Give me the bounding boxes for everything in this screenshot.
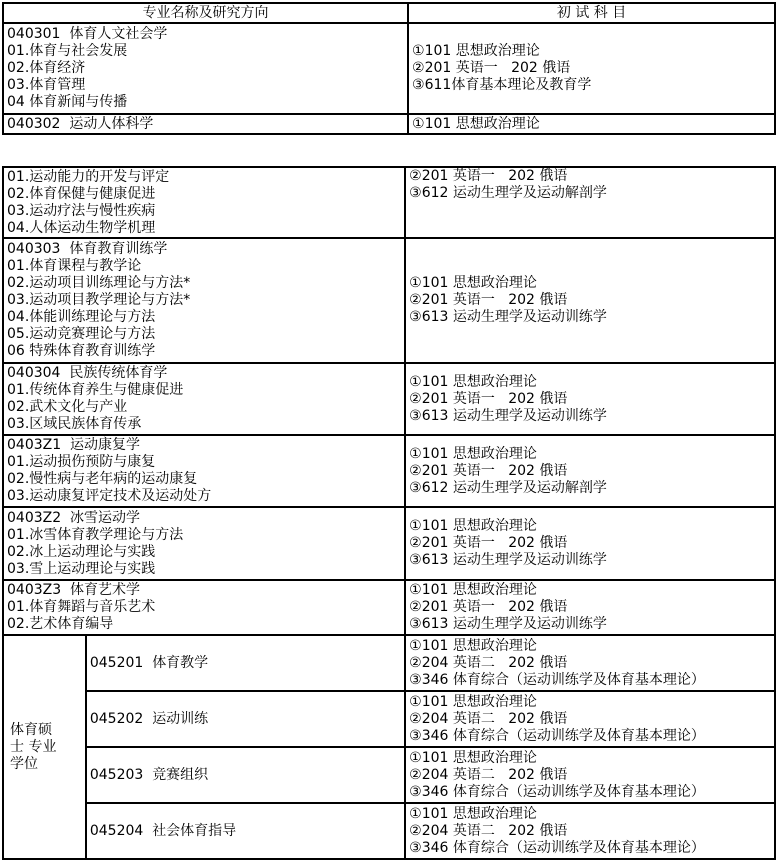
major-cell: 045203 竞赛组织 xyxy=(86,747,405,803)
major-cell: 040302 运动人体科学 xyxy=(3,114,408,134)
subjects-cell: ①101 思想政治理论 ②201 英语一 202 俄语 ③613 运动生理学及运动训练学 xyxy=(405,507,775,580)
subjects-cell: ①101 思想政治理论 xyxy=(408,114,775,134)
subjects-cell: ①101 思想政治理论 ②204 英语二 202 俄语 ③346 体育综合（运动训练学及体育基本理论） xyxy=(405,747,775,803)
subjects-cell: ①101 思想政治理论 ②204 英语二 202 俄语 ③346 体育综合（运动训练学及体育基本理论） xyxy=(405,691,775,747)
exam-table-bottom xyxy=(2,166,776,860)
table-row xyxy=(3,23,775,114)
subjects-cell: ②201 英语一 202 俄语 ③612 运动生理学及运动解剖学 xyxy=(405,167,775,238)
major-cell: 045201 体育教学 xyxy=(86,635,405,691)
table-row xyxy=(3,167,775,238)
table-row xyxy=(3,580,775,635)
header-major: 专业名称及研究方向 xyxy=(3,3,408,23)
table-row xyxy=(3,238,775,363)
header-subjects: 初 试 科 目 xyxy=(408,3,775,23)
subjects-cell: ①101 思想政治理论 ②204 英语二 202 俄语 ③346 体育综合（运动训练学及体育基本理论） xyxy=(405,635,775,691)
major-cell: 040301 体育人文社会学 01.体育与社会发展 02.体育经济 03.体育管理 04 体育新闻与传播 xyxy=(3,23,408,114)
subjects-cell: ①101 思想政治理论 ②201 英语一 202 俄语 ③613 运动生理学及运动训练学 xyxy=(405,580,775,635)
table-row xyxy=(3,691,775,747)
exam-table-top xyxy=(2,2,776,135)
major-cell: 0403Z3 体育艺术学 01.体育舞蹈与音乐艺术 02.艺术体育编导 xyxy=(3,580,405,635)
major-cell: 040303 体育教育训练学 01.体育课程与教学论 02.运动项目训练理论与方法* 03.运动项目教学理论与方法* 04.体能训练理论与方法 05.运动竞赛理论与方法 06 特殊体育教育训练学 xyxy=(3,238,405,363)
major-cell: 0403Z1 运动康复学 01.运动损伤预防与康复 02.慢性病与老年病的运动康复 03.运动康复评定技术及运动处方 xyxy=(3,435,405,507)
subjects-cell: ①101 思想政治理论 ②204 英语二 202 俄语 ③346 体育综合（运动训练学及体育基本理论） xyxy=(405,803,775,859)
major-cell: 040304 民族传统体育学 01.传统体育养生与健康促进 02.武术文化与产业 03.区域民族体育传承 xyxy=(3,363,405,435)
table-row xyxy=(3,507,775,580)
subjects-cell: ①101 思想政治理论 ②201 英语一 202 俄语 ③612 运动生理学及运动解剖学 xyxy=(405,435,775,507)
subjects-cell: ①101 思想政治理论 ②201 英语一 202 俄语 ③611体育基本理论及教育学 xyxy=(408,23,775,114)
table-row xyxy=(3,435,775,507)
major-cell: 045202 运动训练 xyxy=(86,691,405,747)
table-row xyxy=(3,635,775,691)
table-row xyxy=(3,747,775,803)
subjects-cell: ①101 思想政治理论 ②201 英语一 202 俄语 ③613 运动生理学及运动训练学 xyxy=(405,238,775,363)
subjects-cell: ①101 思想政治理论 ②201 英语一 202 俄语 ③613 运动生理学及运动训练学 xyxy=(405,363,775,435)
major-cell: 01.运动能力的开发与评定 02.体育保健与健康促进 03.运动疗法与慢性疾病 04.人体运动生物学机理 xyxy=(3,167,405,238)
major-cell: 0403Z2 冰雪运动学 01.冰雪体育教学理论与方法 02.冰上运动理论与实践 03.雪上运动理论与实践 xyxy=(3,507,405,580)
table-row xyxy=(3,803,775,859)
table-row xyxy=(3,363,775,435)
professional-degree-label: 体育硕 士 专业 学位 xyxy=(3,635,86,859)
table-row xyxy=(3,114,775,134)
major-cell: 045204 社会体育指导 xyxy=(86,803,405,859)
